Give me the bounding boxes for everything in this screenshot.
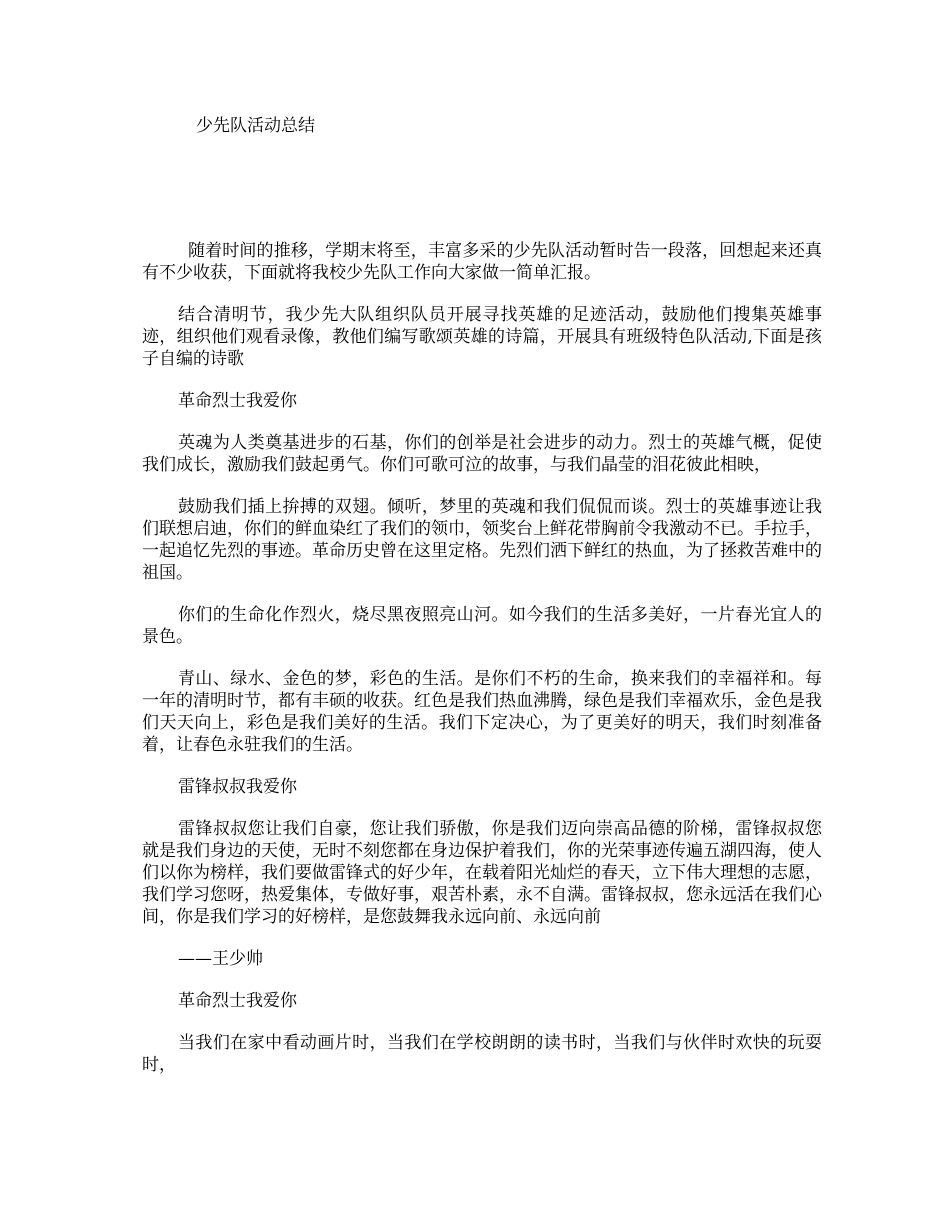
- poem-title-leifeng: 雷锋叔叔我爱你: [178, 777, 297, 797]
- poem-author: ——王少帅: [178, 949, 263, 969]
- paragraph-qingming-activity: 结合清明节，我少先大队组织队员开展寻找英雄的足迹活动，鼓励他们搜集英雄事迹，组织他们观看录像，教他们编写歌颂英雄的诗篇，开展具有班级特色队活动,下面是孩子自编的诗歌: [142, 305, 822, 369]
- poem-paragraph: 你们的生命化作烈火，烧尽黑夜照亮山河。如今我们的生活多美好，一片春光宜人的景色。: [142, 605, 822, 647]
- document-body: [142, 240, 822, 1096]
- poem-title-martyrs-2: 革命烈士我爱你: [178, 991, 297, 1011]
- poem-title-martyrs: 革命烈士我爱你: [178, 391, 297, 411]
- poem-paragraph: 英魂为人类奠基进步的石基，你们的创举是社会进步的动力。烈士的英雄气概，促使我们成长，激励我们鼓起勇气。你们可歌可泣的故事，与我们晶莹的泪花彼此相映，: [142, 433, 822, 475]
- poem-paragraph: 鼓励我们插上拚搏的双翅。倾听，梦里的英魂和我们侃侃而谈。烈士的英雄事迹让我们联想启迪，你们的鲜血染红了我们的领巾，领奖台上鲜花带胸前令我激动不已。手拉手，一起追忆先烈的事迹。革命历史曾在这里定格。先烈们洒下鲜红的热血，为了拯救苦难中的祖国。: [142, 497, 822, 583]
- paragraph-intro: 随着时间的推移，学期末将至，丰富多采的少先队活动暂时告一段落，回想起来还真有不少收获，下面就将我校少先队工作向大家做一简单汇报。: [142, 241, 822, 283]
- poem-paragraph: 雷锋叔叔您让我们自豪，您让我们骄傲，你是我们迈向崇高品德的阶梯，雷锋叔叔您就是我们身边的天使，无时不刻您都在身边保护着我们，你的光荣事迹传遍五湖四海，使人们以你为榜样，我们要做雷锋式的好少年，在载着阳光灿烂的春天，立下伟大理想的志愿，我们学习您呀，热爱集体，专做好事，艰苦朴素，永不自满。雷锋叔叔，您永远活在我们心间，你是我们学习的好榜样，是您鼓舞我永远向前、永远向前: [142, 819, 822, 927]
- document-title: 少先队活动总结: [196, 116, 315, 136]
- poem-paragraph: 当我们在家中看动画片时，当我们在学校朗朗的读书时，当我们与伙伴时欢快的玩耍时，: [142, 1033, 822, 1075]
- poem-paragraph: 青山、绿水、金色的梦，彩色的生活。是你们不朽的生命，换来我们的幸福祥和。每一年的清明时节，都有丰硕的收获。红色是我们热血沸腾，绿色是我们幸福欢乐，金色是我们天天向上，彩色是我们美好的生活。我们下定决心，为了更美好的明天，我们时刻准备着，让春色永驻我们的生活。: [142, 669, 822, 755]
